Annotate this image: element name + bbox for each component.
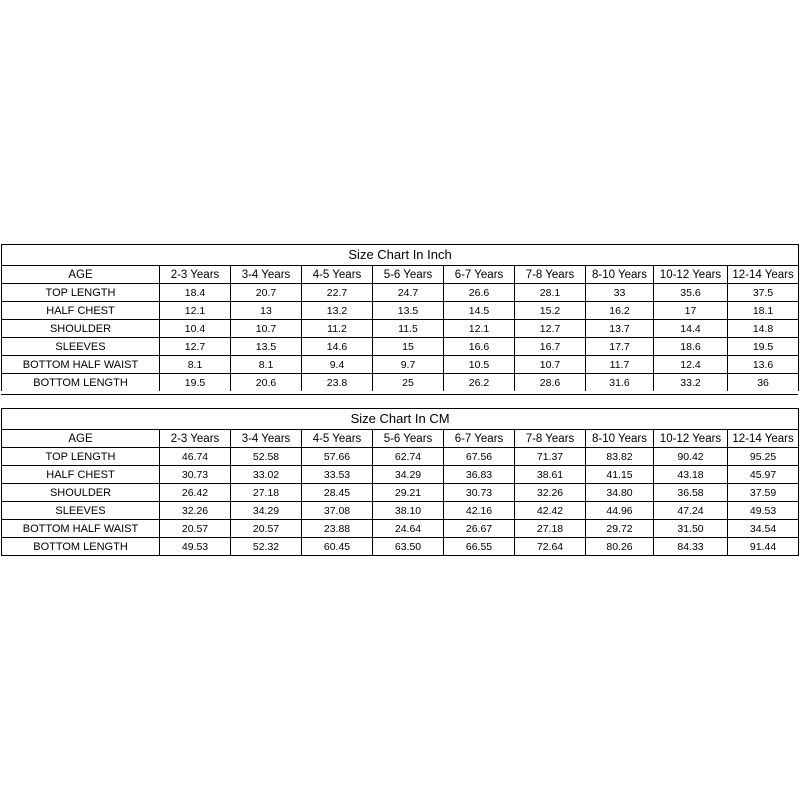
cm-chart-title: Size Chart In CM <box>2 409 799 430</box>
table-cell: 43.18 <box>654 466 728 484</box>
table-cell: 8.1 <box>231 356 302 374</box>
table-cell: 42.42 <box>515 502 586 520</box>
table-cell: 14.4 <box>654 320 728 338</box>
column-header: 6-7 Years <box>444 430 515 448</box>
column-header: 3-4 Years <box>231 266 302 284</box>
table-cell: 26.42 <box>160 484 231 502</box>
table-cell: 30.73 <box>160 466 231 484</box>
table-cell: 26.2 <box>444 374 515 392</box>
table-cell: 12.1 <box>160 302 231 320</box>
table-cell: 60.45 <box>302 538 373 556</box>
table-cell: 13.6 <box>728 356 799 374</box>
table-cell: 24.7 <box>373 284 444 302</box>
table-cell: 52.58 <box>231 448 302 466</box>
table-cell: 14.6 <box>302 338 373 356</box>
table-cell: 10.5 <box>444 356 515 374</box>
table-cell: 20.7 <box>231 284 302 302</box>
inch-header-row <box>2 266 799 284</box>
table-cell: 38.10 <box>373 502 444 520</box>
row-label: HALF CHEST <box>2 466 160 484</box>
table-cell: 46.74 <box>160 448 231 466</box>
column-header: 10-12 Years <box>654 266 728 284</box>
table-cell: 8.1 <box>160 356 231 374</box>
table-cell: 27.18 <box>231 484 302 502</box>
table-cell: 26.6 <box>444 284 515 302</box>
column-header: 3-4 Years <box>231 430 302 448</box>
table-cell: 27.18 <box>515 520 586 538</box>
table-cell: 33.2 <box>654 374 728 392</box>
table-cell: 33.53 <box>302 466 373 484</box>
table-cell: 72.64 <box>515 538 586 556</box>
table-cell: 47.24 <box>654 502 728 520</box>
table-row <box>2 284 799 302</box>
table-cell: 91.44 <box>728 538 799 556</box>
column-header: 4-5 Years <box>302 430 373 448</box>
row-label: BOTTOM HALF WAIST <box>2 520 160 538</box>
table-cell: 35.6 <box>654 284 728 302</box>
table-cell: 10.7 <box>231 320 302 338</box>
column-header: 8-10 Years <box>586 430 654 448</box>
table-cell: 29.21 <box>373 484 444 502</box>
column-header-age: AGE <box>2 266 160 284</box>
column-header: 5-6 Years <box>373 430 444 448</box>
table-cell: 34.29 <box>231 502 302 520</box>
table-cell: 66.55 <box>444 538 515 556</box>
table-cell: 71.37 <box>515 448 586 466</box>
table-cell: 16.7 <box>515 338 586 356</box>
table-cell: 15 <box>373 338 444 356</box>
table-cell: 13.5 <box>231 338 302 356</box>
table-cell: 10.7 <box>515 356 586 374</box>
table-cell: 36.58 <box>654 484 728 502</box>
table-cell: 12.4 <box>654 356 728 374</box>
table-cell: 30.73 <box>444 484 515 502</box>
column-header: 7-8 Years <box>515 430 586 448</box>
table-cell: 28.1 <box>515 284 586 302</box>
table-cell: 17 <box>654 302 728 320</box>
column-header: 12-14 Years <box>728 430 799 448</box>
table-row <box>2 374 799 392</box>
table-cell: 33 <box>586 284 654 302</box>
table-cell: 80.26 <box>586 538 654 556</box>
row-label: BOTTOM HALF WAIST <box>2 356 160 374</box>
row-label: BOTTOM LENGTH <box>2 538 160 556</box>
table-cell: 17.7 <box>586 338 654 356</box>
table-row <box>2 520 799 538</box>
table-row <box>2 320 799 338</box>
table-cell: 34.29 <box>373 466 444 484</box>
table-cell: 42.16 <box>444 502 515 520</box>
column-header: 2-3 Years <box>160 266 231 284</box>
table-cell: 20.57 <box>231 520 302 538</box>
column-header: 12-14 Years <box>728 266 799 284</box>
table-cell: 36 <box>728 374 799 392</box>
table-cell: 20.6 <box>231 374 302 392</box>
table-row <box>2 538 799 556</box>
table-cell: 19.5 <box>728 338 799 356</box>
column-header: 6-7 Years <box>444 266 515 284</box>
table-cell: 57.66 <box>302 448 373 466</box>
table-cell: 83.82 <box>586 448 654 466</box>
table-cell: 15.2 <box>515 302 586 320</box>
table-cell: 34.54 <box>728 520 799 538</box>
table-cell: 22.7 <box>302 284 373 302</box>
table-cell: 18.6 <box>654 338 728 356</box>
table-cell: 23.8 <box>302 374 373 392</box>
table-cell: 13.7 <box>586 320 654 338</box>
table-cell: 12.7 <box>515 320 586 338</box>
table-cell: 18.1 <box>728 302 799 320</box>
cm-header-row <box>2 430 799 448</box>
table-cell: 12.7 <box>160 338 231 356</box>
table-cell: 11.2 <box>302 320 373 338</box>
table-cell: 13 <box>231 302 302 320</box>
table-cell: 38.61 <box>515 466 586 484</box>
table-cell: 28.6 <box>515 374 586 392</box>
table-cell: 49.53 <box>160 538 231 556</box>
divider <box>1 394 798 395</box>
table-cell: 33.02 <box>231 466 302 484</box>
row-label: SHOULDER <box>2 320 160 338</box>
table-cell: 67.56 <box>444 448 515 466</box>
table-cell: 34.80 <box>586 484 654 502</box>
inch-chart-title: Size Chart In Inch <box>2 245 799 266</box>
table-cell: 37.5 <box>728 284 799 302</box>
table-cell: 32.26 <box>160 502 231 520</box>
table-cell: 49.53 <box>728 502 799 520</box>
column-header: 8-10 Years <box>586 266 654 284</box>
table-cell: 62.74 <box>373 448 444 466</box>
column-header: 10-12 Years <box>654 430 728 448</box>
table-cell: 24.64 <box>373 520 444 538</box>
table-cell: 14.8 <box>728 320 799 338</box>
table-cell: 31.50 <box>654 520 728 538</box>
cm-size-table <box>1 408 799 556</box>
row-label: SLEEVES <box>2 338 160 356</box>
table-cell: 31.6 <box>586 374 654 392</box>
table-cell: 44.96 <box>586 502 654 520</box>
table-row <box>2 466 799 484</box>
table-cell: 9.4 <box>302 356 373 374</box>
table-cell: 84.33 <box>654 538 728 556</box>
row-label: TOP LENGTH <box>2 284 160 302</box>
table-cell: 11.5 <box>373 320 444 338</box>
table-cell: 25 <box>373 374 444 392</box>
table-cell: 63.50 <box>373 538 444 556</box>
table-cell: 37.08 <box>302 502 373 520</box>
table-cell: 29.72 <box>586 520 654 538</box>
table-cell: 36.83 <box>444 466 515 484</box>
row-label: TOP LENGTH <box>2 448 160 466</box>
table-cell: 18.4 <box>160 284 231 302</box>
table-cell: 10.4 <box>160 320 231 338</box>
table-cell: 41.15 <box>586 466 654 484</box>
column-header-age: AGE <box>2 430 160 448</box>
table-cell: 13.2 <box>302 302 373 320</box>
column-header: 7-8 Years <box>515 266 586 284</box>
column-header: 4-5 Years <box>302 266 373 284</box>
table-cell: 45.97 <box>728 466 799 484</box>
column-header: 2-3 Years <box>160 430 231 448</box>
table-cell: 90.42 <box>654 448 728 466</box>
table-cell: 14.5 <box>444 302 515 320</box>
row-label: SLEEVES <box>2 502 160 520</box>
table-cell: 16.6 <box>444 338 515 356</box>
table-cell: 95.25 <box>728 448 799 466</box>
table-cell: 37.59 <box>728 484 799 502</box>
table-cell: 16.2 <box>586 302 654 320</box>
table-cell: 12.1 <box>444 320 515 338</box>
table-row <box>2 338 799 356</box>
table-row <box>2 484 799 502</box>
table-cell: 26.67 <box>444 520 515 538</box>
table-cell: 11.7 <box>586 356 654 374</box>
row-label: HALF CHEST <box>2 302 160 320</box>
table-cell: 52.32 <box>231 538 302 556</box>
table-row <box>2 502 799 520</box>
table-cell: 28.45 <box>302 484 373 502</box>
table-cell: 9.7 <box>373 356 444 374</box>
table-row <box>2 302 799 320</box>
table-cell: 20.57 <box>160 520 231 538</box>
column-header: 5-6 Years <box>373 266 444 284</box>
table-cell: 19.5 <box>160 374 231 392</box>
table-cell: 23.88 <box>302 520 373 538</box>
row-label: BOTTOM LENGTH <box>2 374 160 392</box>
table-row <box>2 448 799 466</box>
row-label: SHOULDER <box>2 484 160 502</box>
inch-size-table <box>1 244 799 391</box>
table-cell: 32.26 <box>515 484 586 502</box>
table-row <box>2 356 799 374</box>
table-cell: 13.5 <box>373 302 444 320</box>
